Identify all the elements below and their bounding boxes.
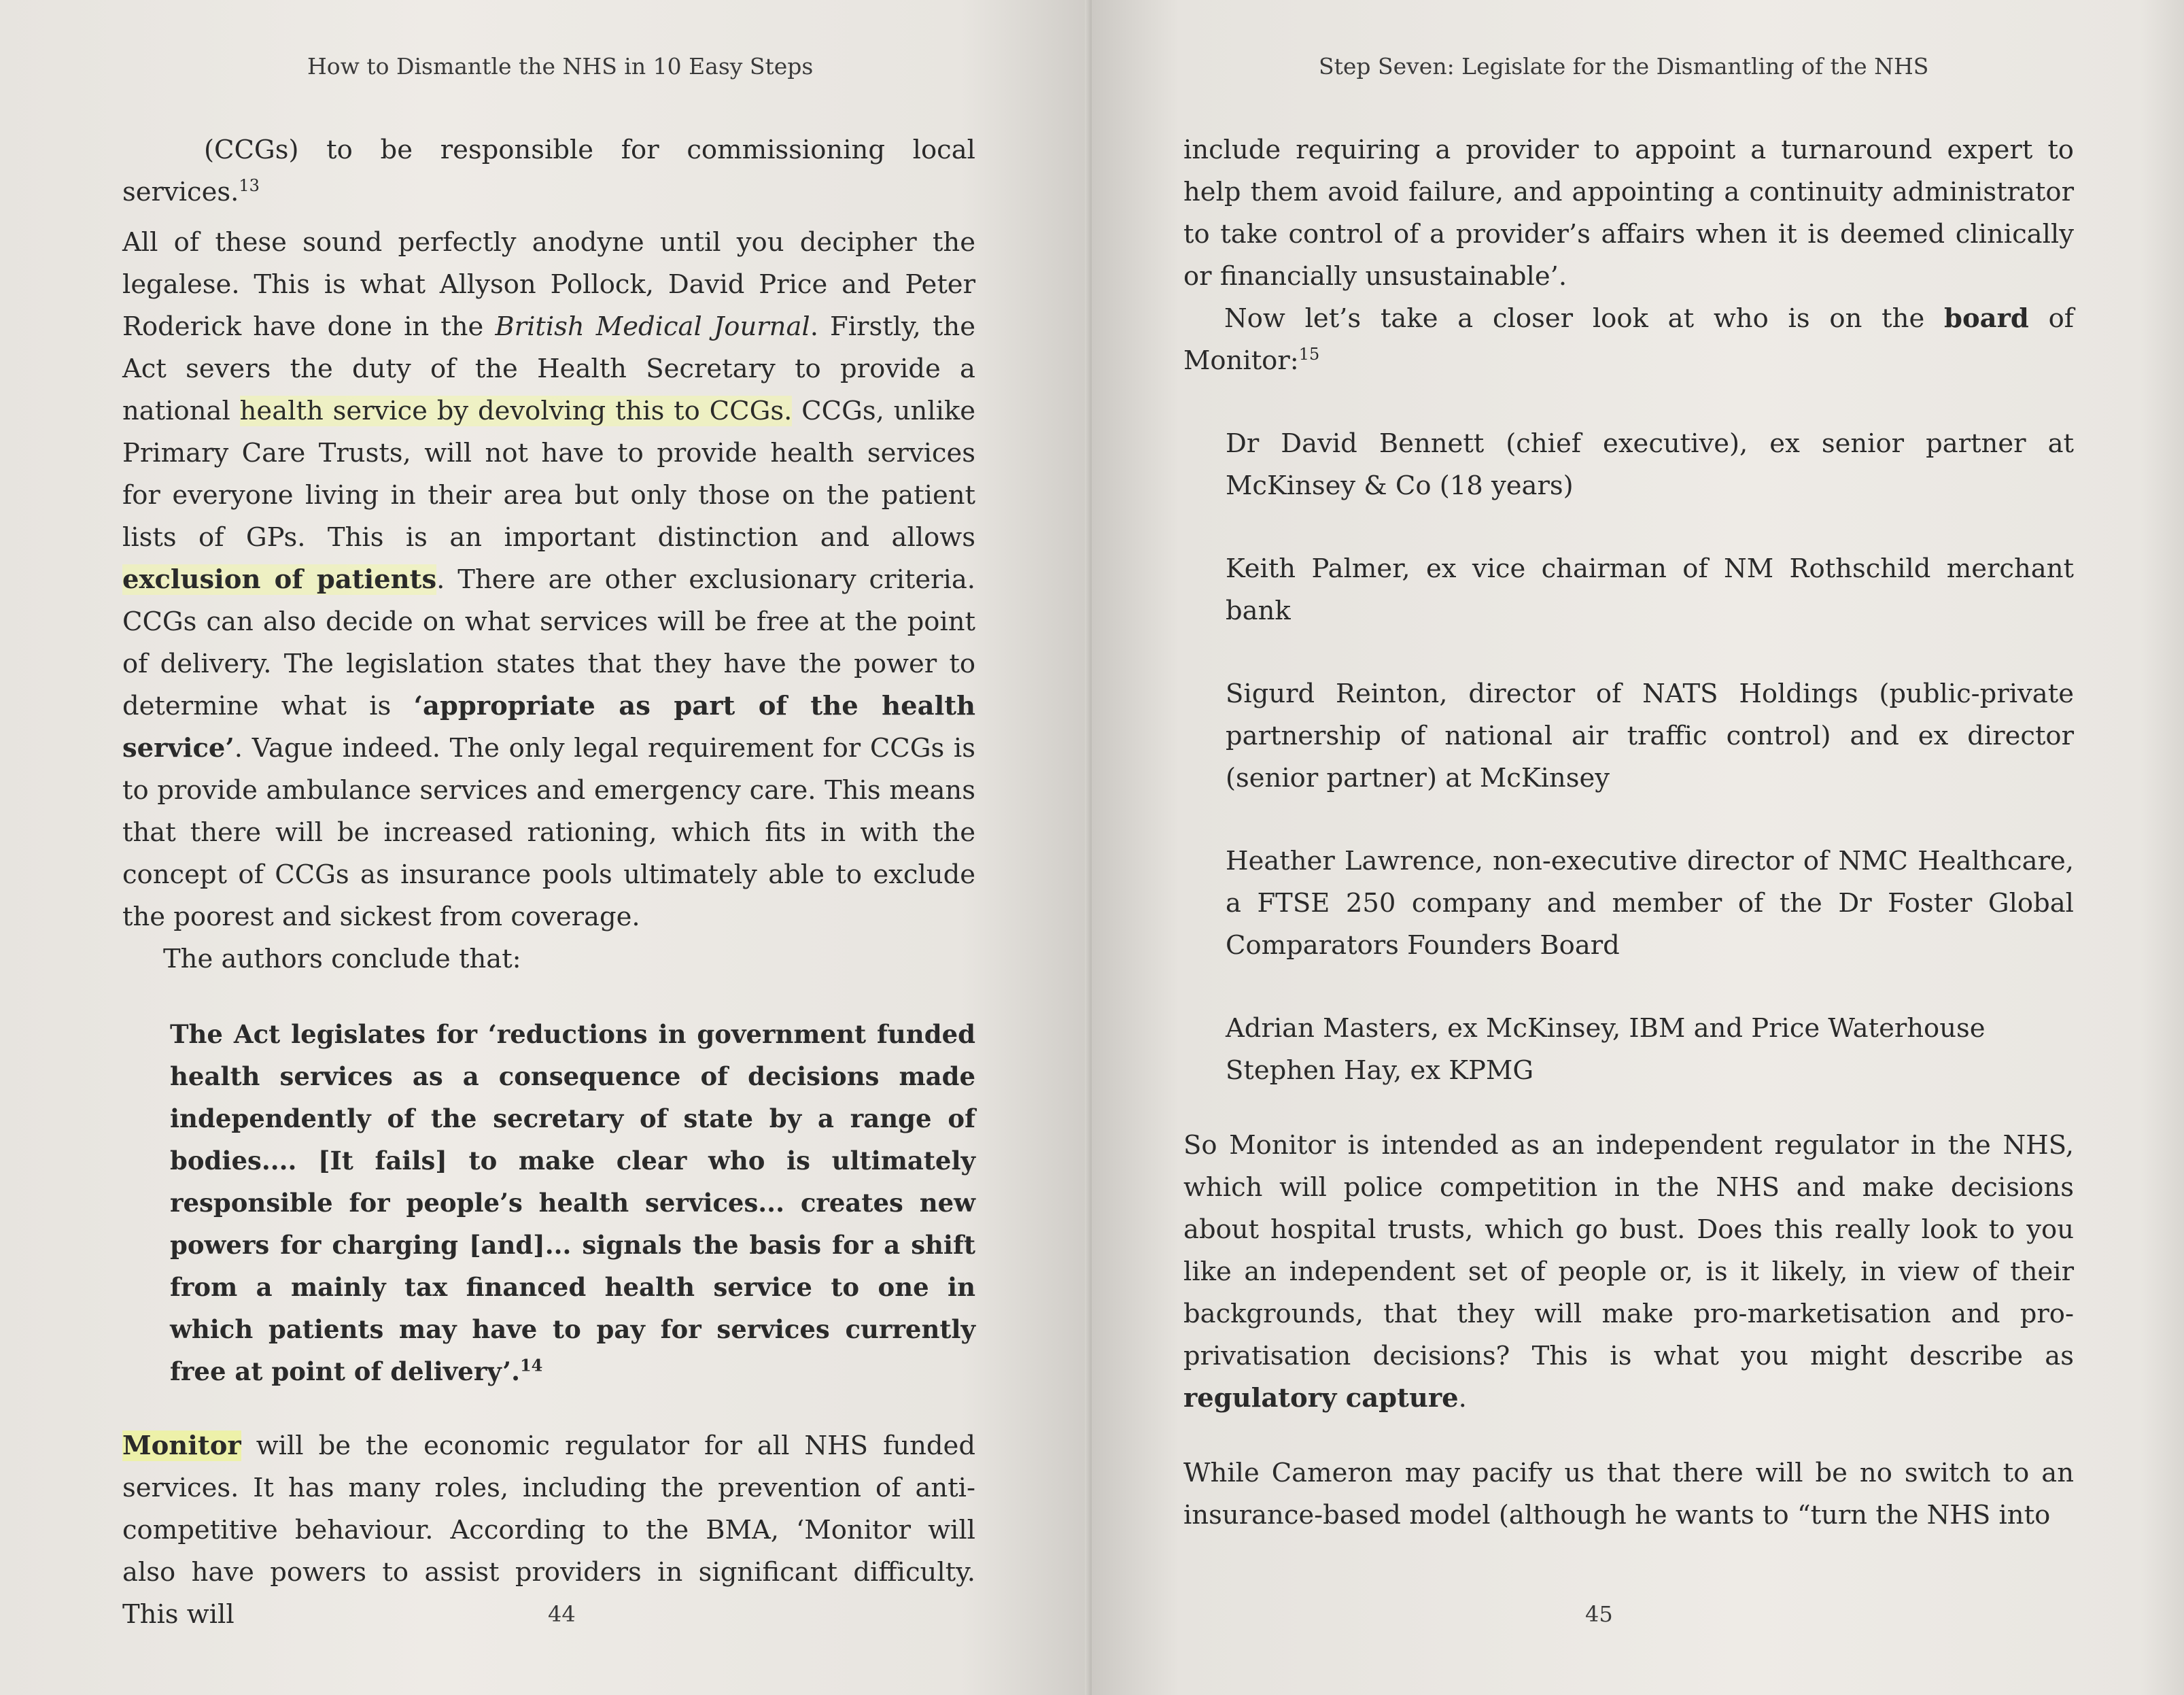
left-p2-text-b: . Firstly, the Act severs the duty of the Health Secretary to provide a national	[122, 311, 975, 426]
left-p2-text-c: CCGs, unlike Primary Care Trusts, will not have to provide health services for everyone living in their area but only those on the patient lists of GPs. This is an important distinction and allows	[122, 396, 976, 553]
right-p3-text-a: So Monitor is intended as an independent regulator in the NHS, which will police competition in the NHS and make decisions about hospital trusts, which go bust. Does this really look to you like an independent set of people or, is it likely, in view of their backgrounds, that they will make pro-marketisation and pro-privatisation decisions? This is what you might describe as	[1183, 1130, 2074, 1371]
left-p4-text: will be the economic regulator for all NHS funded services. It has many roles, including the prevention of anti-competitive behaviour. According to the BMA, ‘Monitor will also have powers to assist providers in significant difficulty. This will	[122, 1431, 975, 1630]
left-p2-text-a: All of these sound perfectly anodyne until you decipher the legalese. This is what Allyson Pollock, David Price and Peter Roderick have done in the	[122, 227, 975, 342]
left-page-number: 44	[548, 1601, 576, 1627]
right-p2-text-a: Now let’s take a closer look at who is on the	[1224, 303, 1945, 334]
right-page-number: 45	[1585, 1601, 1613, 1627]
left-p2-text-d: . There are other exclusionary criteria. CCGs can also decide on what services will be free at the point of delivery. The legislation states that they have the power to determine what is	[122, 564, 976, 721]
bold-appropriate-phrase: ‘appropriate as part of the health service’	[122, 691, 975, 764]
board-member-list	[1226, 423, 2074, 1092]
bold-regulatory-capture: regulatory capture	[1183, 1383, 1459, 1414]
board-member: Dr David Bennett (chief executive), ex senior partner at McKinsey & Co (18 years)	[1226, 428, 2074, 501]
left-paragraph-2	[122, 222, 975, 938]
footnote-ref-14: 14	[519, 1355, 543, 1375]
bold-exclusion-of-patients: exclusion of patients	[122, 564, 437, 595]
footnote-ref-15: 15	[1298, 345, 1320, 364]
bold-board: board	[1944, 303, 2029, 334]
block-quote-text: The Act legislates for ‘reductions in government funded health services as a consequence of decisions made independently of the secretary of state by a range of bodies.... [It fails] to make clear who is ultimately responsible for people’s health services... creates new powers for charging [and]... signals the basis for a shift from a mainly tax financed health service to one in which patients may have to pay for services currently free at point of delivery’.	[170, 1019, 975, 1386]
journal-title: British Medical Journal	[495, 311, 810, 342]
right-p3-text-b: .	[1458, 1383, 1467, 1414]
left-paragraph-1	[122, 129, 975, 213]
right-paragraph-4: While Cameron may pacify us that there will be no switch to an insurance-based model (although he wants to “turn the NHS into	[1183, 1458, 2074, 1530]
board-member: Sigurd Reinton, director of NATS Holdings (public-private partnership of national air traffic control) and ex director (senior partner) at McKinsey	[1226, 679, 2074, 793]
bold-monitor: Monitor	[122, 1431, 241, 1461]
left-body-text	[122, 129, 975, 1636]
board-member: Adrian Masters, ex McKinsey, IBM and Price Waterhouse	[1226, 1013, 1986, 1044]
right-paragraph-1: include requiring a provider to appoint a turnaround expert to help them avoid failure, and appointing a continuity administrator to take control of a provider’s affairs when it is deemed clinically or financially unsustainable’.	[1183, 135, 2074, 292]
highlighted-phrase: health service by devolving this to CCGs.	[239, 396, 793, 426]
right-body-text	[1183, 129, 2074, 1537]
left-paragraph-3: The authors conclude that:	[163, 944, 521, 974]
block-quote	[170, 1013, 975, 1392]
left-running-head: How to Dismantle the NHS in 10 Easy Steps	[307, 53, 814, 80]
left-p1-text: (CCGs) to be responsible for commissioning local services.	[122, 135, 975, 207]
right-p2-text-b: of Monitor:	[1183, 303, 2074, 376]
board-member: Stephen Hay, ex KPMG	[1226, 1055, 1534, 1086]
right-paragraph-2	[1183, 298, 2074, 382]
right-running-head: Step Seven: Legislate for the Dismantling of the NHS	[1319, 53, 1929, 80]
board-member: Heather Lawrence, non-executive director of NMC Healthcare, a FTSE 250 company and member of the Dr Foster Global Comparators Founders Board	[1226, 846, 2074, 961]
left-p2-text-e: . Vague indeed. The only legal requirement for CCGs is to provide ambulance services and emergency care. This means that there will be increased rationing, which fits in with the concept of CCGs as insurance pools ultimately able to exclude the poorest and sickest from coverage.	[122, 733, 975, 932]
footnote-ref-13: 13	[239, 176, 260, 196]
right-page	[1092, 0, 2184, 1695]
board-member: Keith Palmer, ex vice chairman of NM Rothschild merchant bank	[1226, 553, 2074, 626]
right-paragraph-3	[1183, 1125, 2074, 1420]
